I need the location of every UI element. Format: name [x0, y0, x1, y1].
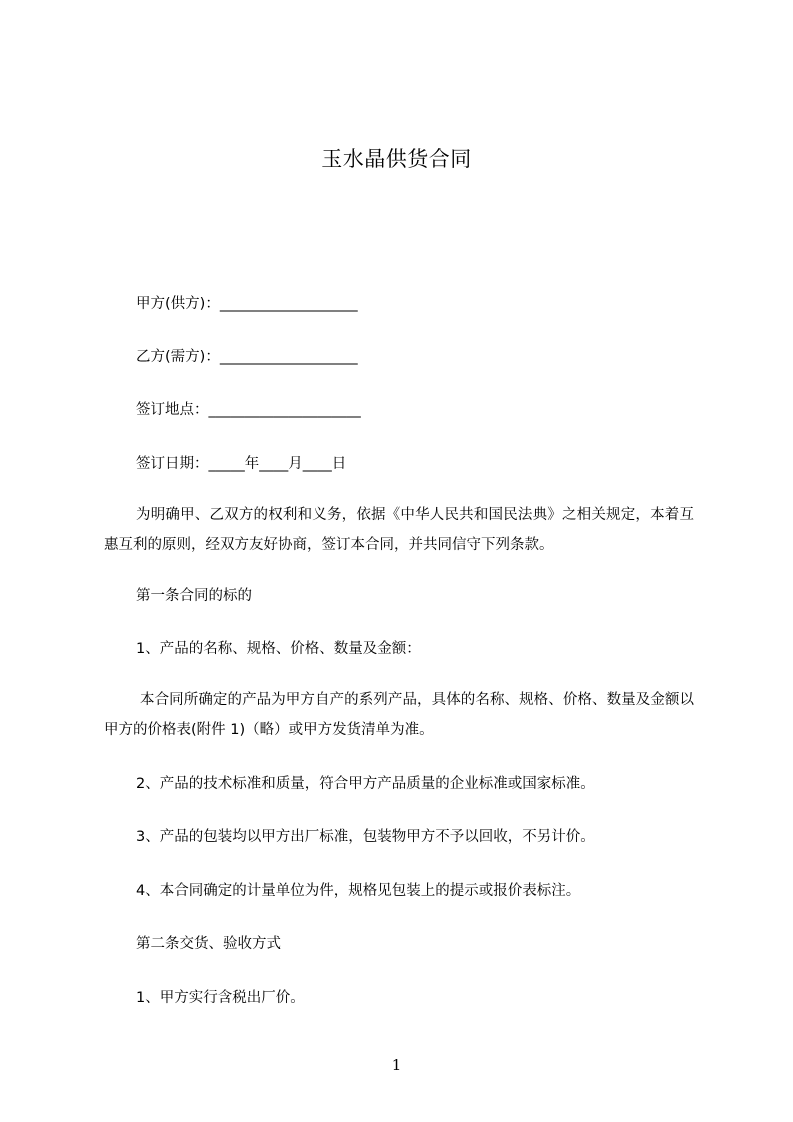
intro-paragraph: 为明确甲、乙双方的权利和义务，依据《中华人民共和国民法典》之相关规定，本着互惠互利的原则，经双方友好协商，签订本合同，并共同信守下列条款。	[104, 507, 694, 553]
article-1-heading: 第一条合同的标的	[136, 588, 252, 604]
article-1-item-1: 1、产品的名称、规格、价格、数量及金额：	[136, 641, 421, 657]
page-number: 1	[391, 1056, 402, 1074]
article-1-item-2: 2、产品的技术标准和质量，符合甲方产品质量的企业标准或国家标准。	[136, 776, 595, 792]
sign-place-line: 签订地点：_____________________	[136, 402, 361, 418]
sign-date-line: 签订日期：_____年____月____日	[136, 456, 347, 472]
party-a-line: 甲方(供方)：___________________	[136, 296, 358, 312]
article-2-item-1: 1、甲方实行含税出厂价。	[136, 990, 305, 1006]
party-b-line: 乙方(需方)：___________________	[136, 349, 358, 365]
article-2-heading: 第二条交货、验收方式	[136, 936, 281, 952]
article-1-item-3: 3、产品的包装均以甲方出厂标准，包装物甲方不予以回收，不另计价。	[136, 829, 595, 845]
document-title: 玉水晶供货合同	[321, 147, 472, 171]
article-1-item-4: 4、本合同确定的计量单位为件，规格见包装上的提示或报价表标注。	[136, 883, 581, 899]
article-1-item-1-detail: 本合同所确定的产品为甲方自产的系列产品，具体的名称、规格、价格、数量及金额以甲方的价格表(附件 1)（略）或甲方发货清单为准。	[104, 692, 694, 738]
